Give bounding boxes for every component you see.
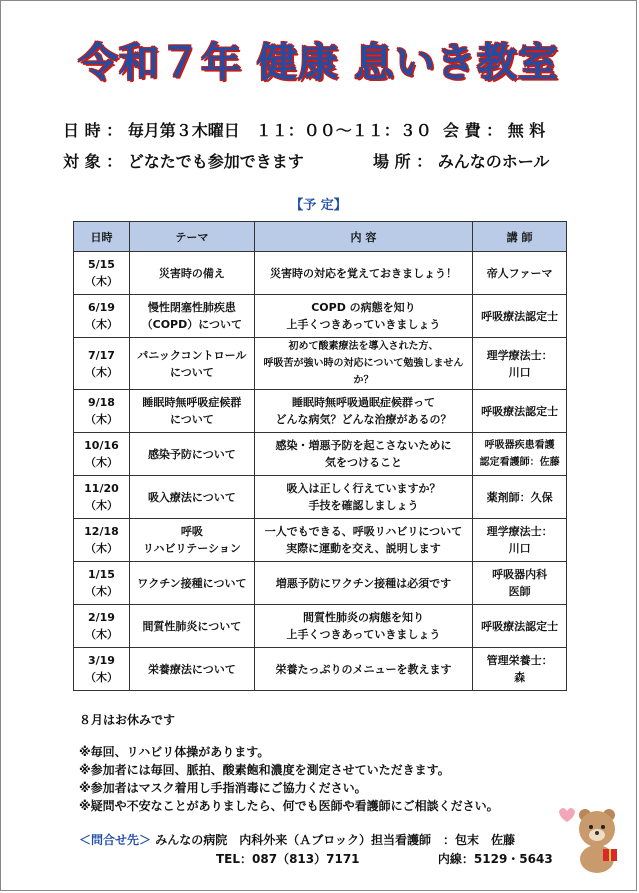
place-row	[373, 149, 549, 172]
cell-content: 栄養たっぷりのメニューを教えます	[254, 648, 472, 691]
cell-date: 5/15 （木）	[74, 252, 130, 295]
place-label: 場 所 ：	[373, 152, 433, 171]
header-content: 内 容	[254, 222, 472, 252]
cell-theme: 吸入療法について	[129, 476, 254, 519]
cell-date: 7/17 （木）	[74, 338, 130, 390]
contact-tel: TEL：087（813）7171	[216, 852, 360, 866]
cell-theme: 栄養療法について	[129, 648, 254, 691]
cell-theme: 呼吸 リハビリテーション	[129, 519, 254, 562]
header-theme: テーマ	[129, 222, 254, 252]
table-header-row	[74, 222, 567, 252]
cell-theme: 慢性閉塞性肺疾患 （COPD）について	[129, 295, 254, 338]
cell-content: 睡眠時無呼吸過眠症候群って どんな病気？どんな治療があるの？	[254, 390, 472, 433]
cell-lecturer: 理学療法士： 川口	[473, 338, 567, 390]
cell-theme: 睡眠時無呼吸症候群 について	[129, 390, 254, 433]
bear-mascot-icon	[553, 801, 621, 873]
cell-theme: 間質性肺炎について	[129, 605, 254, 648]
target-value: どなたでも参加できます	[127, 152, 304, 171]
cell-lecturer: 呼吸療法認定士	[473, 295, 567, 338]
note-item: ※毎回、リハビリ体操があります。	[79, 745, 270, 759]
table-row	[74, 519, 567, 562]
fee-label: 会 費 ：	[443, 121, 503, 140]
cell-content: 感染・増悪予防を起こさないために 気をつけること	[254, 433, 472, 476]
cell-lecturer: 管理栄養士： 森	[473, 648, 567, 691]
contact-ext: 内線：5129・5643	[437, 852, 553, 866]
contact-org: みんなの病院 内科外来（Ａブロック）担当看護師 ：包末 佐藤	[155, 833, 515, 847]
cell-lecturer: 薬剤師：久保	[473, 476, 567, 519]
cell-date: 6/19 （木）	[74, 295, 130, 338]
table-row	[74, 648, 567, 691]
table-row	[74, 433, 567, 476]
cell-date: 11/20 （木）	[74, 476, 130, 519]
schedule-heading: 【予 定】	[290, 198, 347, 213]
table-row	[74, 295, 567, 338]
cell-lecturer: 呼吸器疾患看護 認定看護師：佐藤	[473, 433, 567, 476]
table-row	[74, 390, 567, 433]
table-row	[74, 252, 567, 295]
cell-theme: パニックコントロール について	[129, 338, 254, 390]
cell-theme: ワクチン接種について	[129, 562, 254, 605]
cell-lecturer: 理学療法士： 川口	[473, 519, 567, 562]
datetime-row	[63, 118, 432, 141]
cell-content: 初めて酸素療法を導入された方、 呼吸苦が強い時の対応について勉強しませんか？	[254, 338, 472, 390]
cell-lecturer: 帝人ファーマ	[473, 252, 567, 295]
place-value: みんなのホール	[437, 152, 550, 171]
cell-date: 2/19 （木）	[74, 605, 130, 648]
table-row	[74, 338, 567, 390]
cell-theme: 感染予防について	[129, 433, 254, 476]
cell-content: 間質性肺炎の病態を知り 上手くつきあっていきましょう	[254, 605, 472, 648]
cell-content: 災害時の対応を覚えておきましょう！	[254, 252, 472, 295]
datetime-value: 毎月第３木曜日 １１：００〜１１：３０	[127, 121, 432, 140]
target-label: 対 象 ：	[63, 152, 123, 171]
cell-content: 吸入は正しく行えていますか？ 手技を確認しましょう	[254, 476, 472, 519]
cell-content: 一人でもできる、呼吸リハビリについて 実際に運動を交え、説明します	[254, 519, 472, 562]
cell-lecturer: 呼吸器内科 医師	[473, 562, 567, 605]
cell-date: 3/19 （木）	[74, 648, 130, 691]
table-row	[74, 562, 567, 605]
cell-content: 増悪予防にワクチン接種は必須です	[254, 562, 472, 605]
cell-lecturer: 呼吸療法認定士	[473, 605, 567, 648]
note-item: ※参加者には毎回、脈拍、酸素飽和濃度を測定させていただきます。	[79, 763, 450, 777]
header-date: 日時	[74, 222, 130, 252]
cell-content: COPD の病態を知り 上手くつきあっていきましょう	[254, 295, 472, 338]
cell-date: 10/16 （木）	[74, 433, 130, 476]
cell-lecturer: 呼吸療法認定士	[473, 390, 567, 433]
cell-date: 9/18 （木）	[74, 390, 130, 433]
schedule-table	[73, 221, 567, 691]
contact-line	[79, 831, 515, 848]
table-row	[74, 605, 567, 648]
page-title: 令和７年 健康 息いき教室	[78, 40, 559, 86]
table-row	[74, 476, 567, 519]
target-row	[63, 149, 304, 172]
contact-label: ＜問合せ先＞	[79, 833, 152, 847]
datetime-label: 日 時 ：	[63, 121, 123, 140]
contact-phone-line	[216, 850, 553, 867]
note-item: ※参加者はマスク着用し手指消毒にご協力ください。	[79, 781, 367, 795]
cell-date: 12/18 （木）	[74, 519, 130, 562]
fee-row	[443, 118, 545, 141]
fee-value: 無 料	[507, 121, 546, 140]
note-item: ※疑問や不安なことがありましたら、何でも医師や看護師にご相談ください。	[79, 799, 499, 813]
notes-list	[79, 743, 499, 815]
cell-theme: 災害時の備え	[129, 252, 254, 295]
cell-date: 1/15 （木）	[74, 562, 130, 605]
header-lecturer: 講 師	[473, 222, 567, 252]
august-note: ８月はお休みです	[79, 713, 176, 727]
